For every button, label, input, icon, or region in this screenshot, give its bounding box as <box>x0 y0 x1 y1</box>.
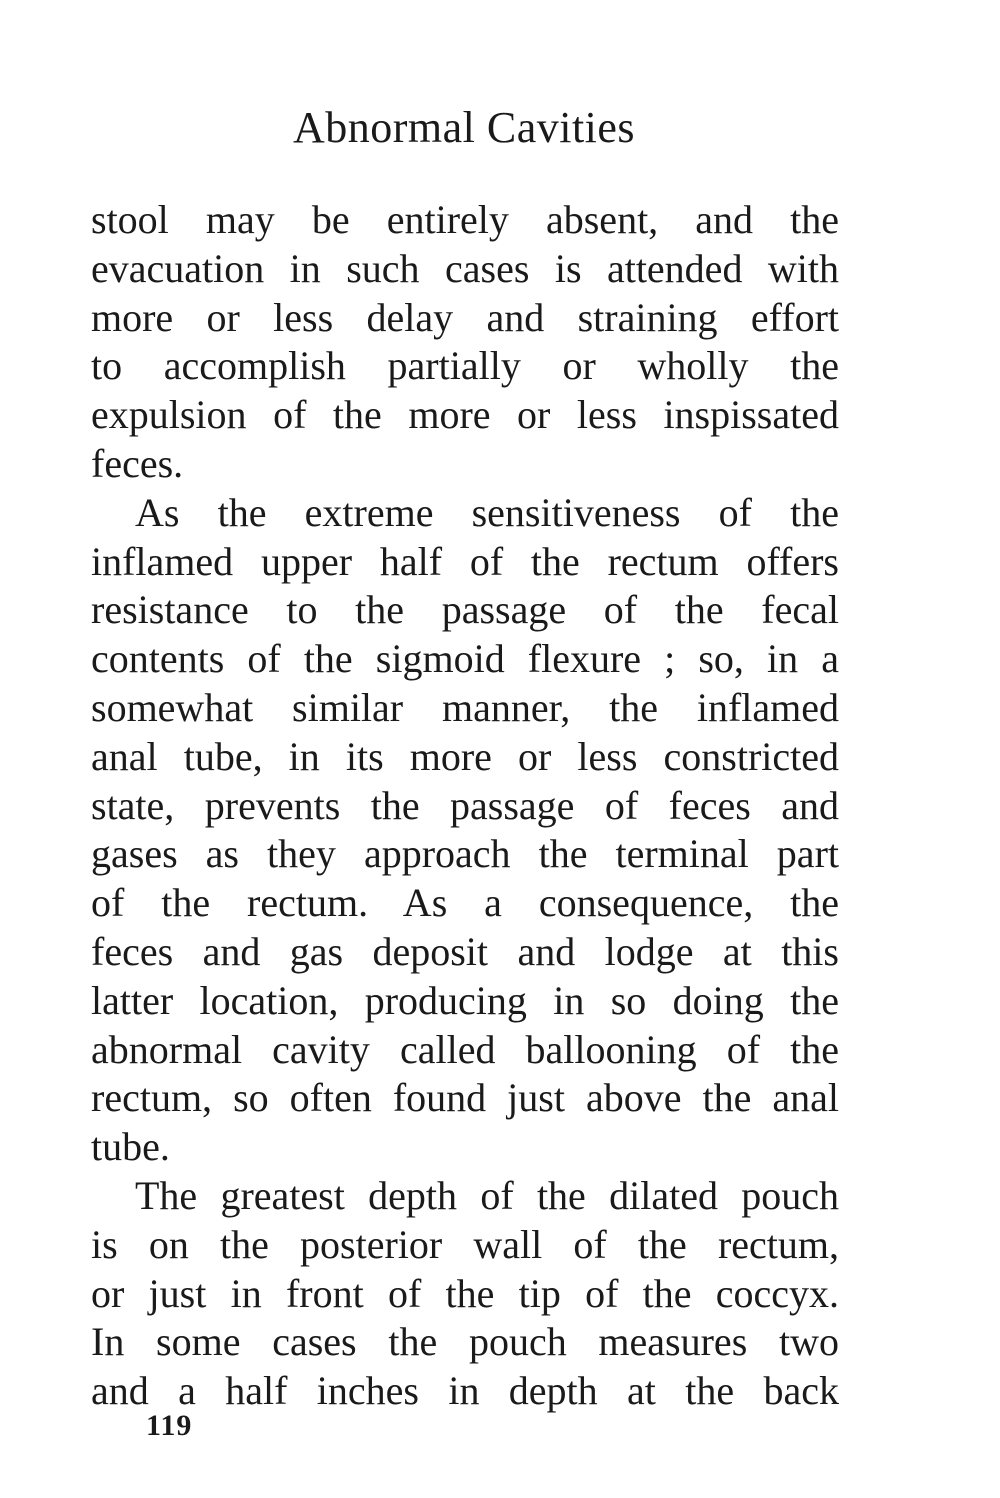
text-line: feces. <box>91 440 184 486</box>
text-line: In some cases the pouch measures two <box>91 1319 839 1365</box>
page-number: 119 <box>146 1409 193 1442</box>
paragraph <box>91 1172 839 1416</box>
text-line: or just in front of the tip of the coccyx. <box>91 1270 839 1316</box>
text-line: latter location, producing in so doing the <box>91 977 839 1023</box>
text-line: expulsion of the more or less inspissated <box>91 392 839 438</box>
text-line: tube. <box>91 1124 170 1170</box>
text-line: The greatest depth of the dilated pouch <box>135 1172 839 1218</box>
text-line: more or less delay and straining effort <box>91 294 839 340</box>
text-line: gases as they approach the terminal part <box>91 831 839 877</box>
text-line: feces and gas deposit and lodge at this <box>91 928 839 974</box>
text-line: rectum, so often found just above the anal <box>91 1075 839 1121</box>
text-line: anal tube, in its more or less constricted <box>91 733 839 779</box>
text-line: contents of the sigmoid flexure ; so, in a <box>91 636 839 682</box>
text-line: to accomplish partially or wholly the <box>91 343 839 389</box>
text-line: inflamed upper half of the rectum offers <box>91 538 839 584</box>
text-line: resistance to the passage of the fecal <box>91 587 839 633</box>
paragraph <box>91 196 839 489</box>
text-line: evacuation in such cases is attended with <box>91 245 839 291</box>
running-head: Abnormal Cavities <box>292 103 636 152</box>
text-line: of the rectum. As a consequence, the <box>91 880 839 926</box>
paragraph <box>91 489 839 1172</box>
text-line: somewhat similar manner, the inflamed <box>91 684 839 730</box>
text-line: As the extreme sensitiveness of the <box>135 489 839 535</box>
body-text <box>91 196 839 1416</box>
text-line: and a half inches in depth at the back <box>91 1368 839 1414</box>
text-line: is on the posterior wall of the rectum, <box>91 1221 839 1267</box>
text-line: abnormal cavity called ballooning of the <box>91 1026 839 1072</box>
text-line: stool may be entirely absent, and the <box>91 197 839 242</box>
text-line: state, prevents the passage of feces and <box>91 782 839 828</box>
